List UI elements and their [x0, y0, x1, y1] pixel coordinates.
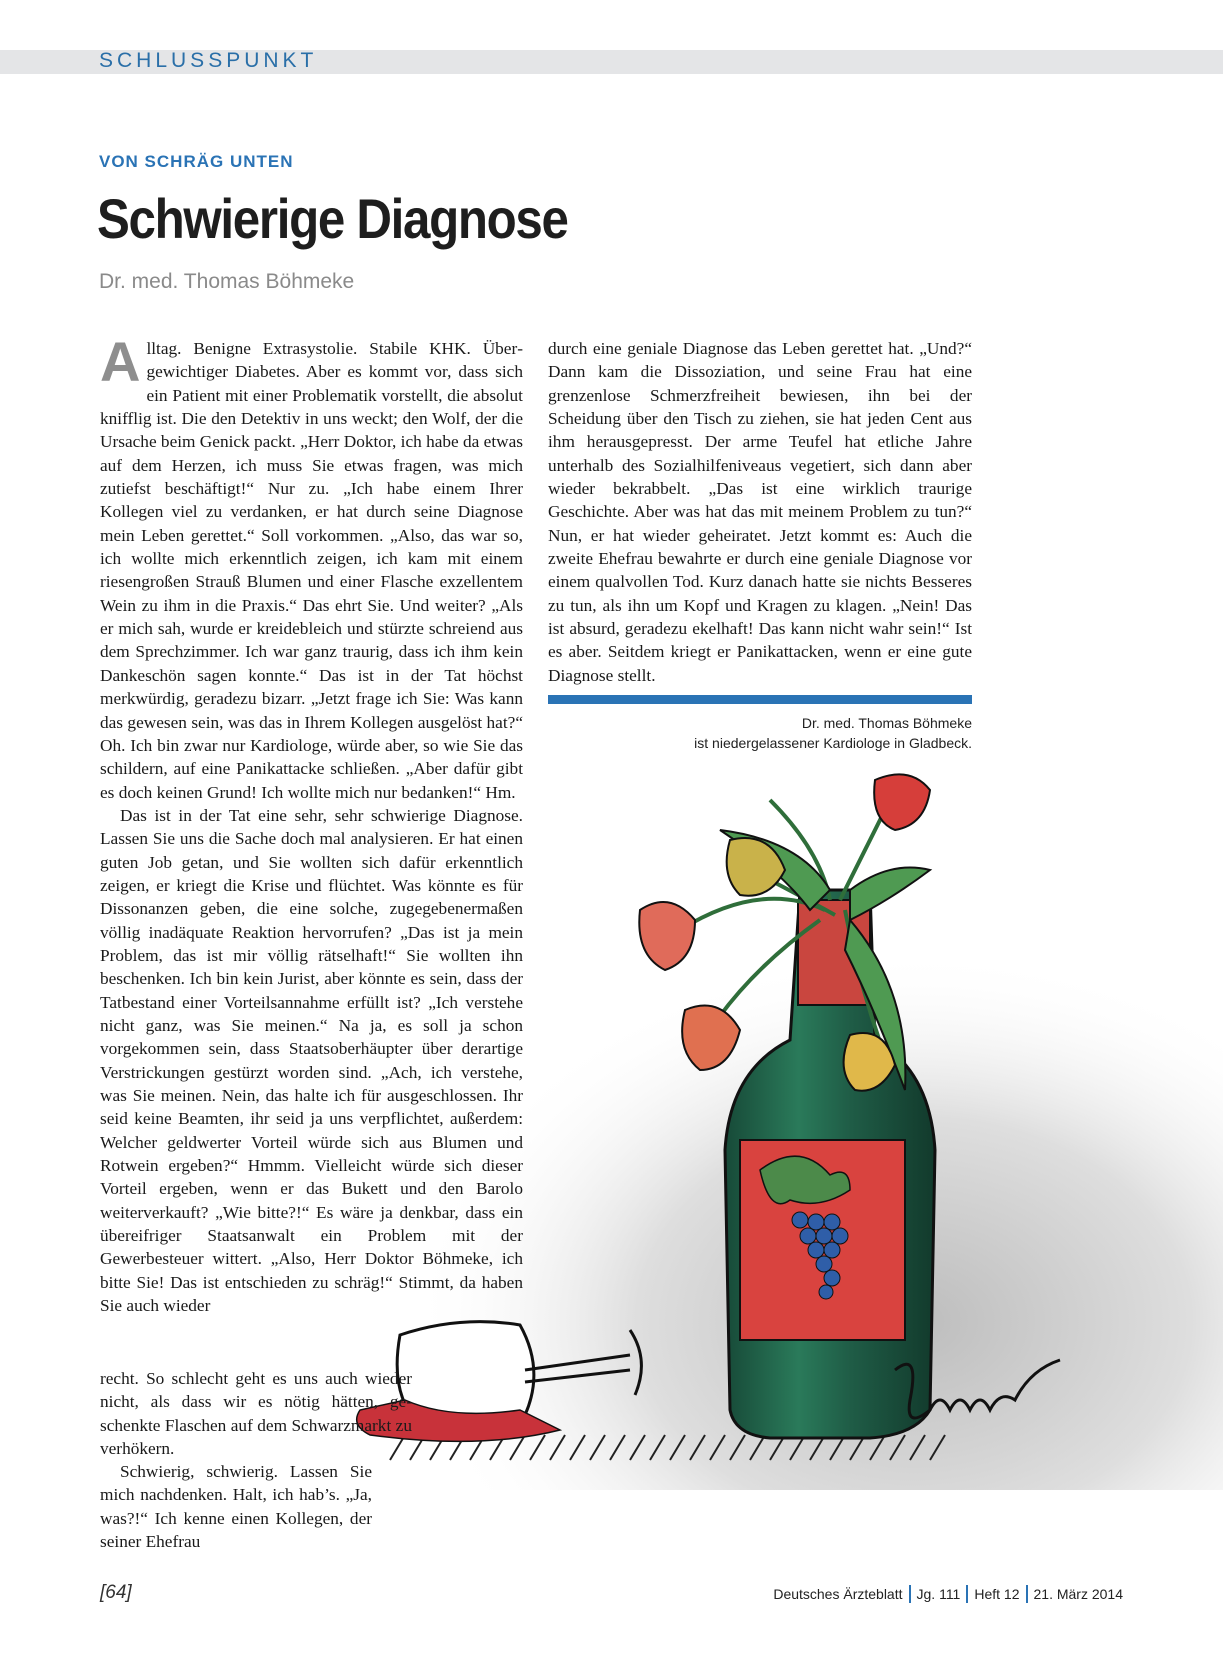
article-kicker: VON SCHRÄG UNTEN: [99, 152, 294, 171]
article-column-1-continued: [100, 1367, 412, 1460]
footer-separator: [1026, 1585, 1028, 1603]
paragraph-2: Das ist in der Tat eine sehr, sehr schwierige Diagnose. Lassen Sie uns die Sache doch mal analysieren. Er hat einen guten Job getan, und Sie wollten sich dafür erkenntlich zeigen, er kriegt die Krise und flüchtet. Was könnte es für Dissonanzen geben, die eine solche, zugegebenermaßen völlig inadäquate Reaktion hervorrufen? „Das ist ja mein Problem, das ist mir völlig rätselhaft!“ Sie wollten ihn beschenken. Ich bin kein Jurist, aber könnte es sein, dass der Tatbestand einer Vorteilsannahme erfüllt ist? „Ich verstehe nicht ganz, was Sie meinen.“ Na ja, es soll ja schon vorgekommen sein, dass Staatsoberhäupter über derartige Verstrickungen gestürzt worden sind. „Ach, ich verstehe, was Sie meinen. Nein, das halte ich für ausgeschlossen. Ihr seid keine Beamten, ihr seid ja uns verpflichtet, außerdem: Welcher geldwerter Vorteil würde sich aus Blumen und Rotwein ergeben?“ Hmmm. Vielleicht würde sich dieser Vorteil ergeben, wenn er das Bukett und den Barolo weiterverkauft? „Wie bitte?!“ Es wäre ja denkbar, dass ein übereifriger Staatsanwalt ein Problem mit der Gewerbesteuer wittert. „Also, Herr Doktor Böhmeke, ich bitte Sie! Das ist entschieden zu schräg!“ Stimmt, da haben Sie auch wieder: [100, 805, 523, 1316]
article-column-1: [100, 330, 524, 1317]
article-author: Dr. med. Thomas Böhmeke: [99, 270, 355, 293]
journal-date: 21. März 2014: [1033, 1586, 1123, 1602]
bio-description: ist niedergelassener Kardiologe in Gladbeck.: [694, 735, 972, 751]
journal-issue: Heft 12: [974, 1586, 1020, 1602]
paragraph-2-continued: recht. So schlecht geht es uns auch wieder nicht, als dass wir es nötig hätten, geschenkte Flaschen auf dem Schwarzmarkt zu verhökern.: [100, 1369, 412, 1459]
section-label: SCHLUSSPUNKT: [99, 49, 318, 72]
article-column-1-end: [100, 1460, 372, 1553]
journal-volume: Jg. 111: [916, 1586, 961, 1602]
drop-cap: A: [100, 330, 141, 393]
footer-separator: [909, 1585, 911, 1603]
paragraph-4: durch eine geniale Diagnose das Leben gerettet hat. „Und?“ Dann kam die Dissoziation, und seine Frau hat eine grenzenlose Schmerzfreiheit bewiesen, ihn bei der Scheidung über den Tisch zu ziehen, sie hat jeden Cent aus ihm herausgepresst. Der arme Teufel hat etliche Jahre unterhalb des Sozialhilfeniveaus vegetiert, sich dann aber wieder bekrabbelt. „Das ist eine wirklich traurige Geschichte. Aber was hat das mit meinem Problem zu tun?“ Nun, er hat wieder geheiratet. Jetzt kommt es: Auch die zweite Ehefrau bewahrte er durch eine geniale Diagnose vor einem qualvollen Tod. Kurz danach hatte sie nichts Besseres zu tun, als ihn um Kopf und Kragen zu klagen. „Nein! Das ist absurd, geradezu ekelhaft! Das kann nicht wahr sein!“ Ist es aber. Seitdem kriegt er Panikattacken, wenn er eine gute Diagnose stellt.: [548, 339, 972, 685]
bio-divider: [548, 695, 972, 704]
paragraph-1: lltag. Benigne Extrasystolie. Stabile KHK. Übergewichtiger Diabetes. Aber es kommt vor, dass sich ein Patient mit einer Problematik vorstellt, die absolut knifflig ist. Die den Detektiv in uns weckt; den Wolf, der die Ursache beim Genick packt. „Herr Doktor, ich habe da etwas auf dem Herzen, ich muss Sie etwas fragen, was mich zutiefst beschäftigt!“ Nur zu. „Ich habe einem Ihrer Kollegen viel zu verdanken, er hat durch seine Diagnose mein Leben gerettet.“ Soll vorkommen. „Also, das war so, ich wollte mich erkenntlich zeigen, ich kam mit einem riesengroßen Strauß Blumen und einer Flasche exzellentem Wein zu ihm in die Praxis.“ Das ehrt Sie. Und weiter? „Als er mich sah, wurde er kreidebleich und stürzte schreiend aus dem Sprechzimmer. Ich war ganz traurig, dass ich ihm kein Dankeschön sagen konnte.“ Das ist in der Tat höchst merkwürdig, geradezu bizarr. „Jetzt frage ich Sie: Was kann das gewesen sein, was das in Ihrem Kollegen ausgelöst hat?“ Oh. Ich bin zwar nur Kardiologe, würde aber, so wie Sie das schildern, auf eine Panikattacke schließen. „Aber dafür gibt es doch keinen Grund! Ich wollte mich nur bedanken!“ Hm.: [100, 339, 524, 802]
journal-name: Deutsches Ärzteblatt: [773, 1586, 903, 1602]
footer-separator: [966, 1585, 968, 1603]
tulip-head-top: [874, 774, 930, 830]
journal-footer: [773, 1585, 1123, 1603]
bio-name: Dr. med. Thomas Böhmeke: [801, 715, 972, 731]
author-bio: [548, 713, 972, 753]
article-title: Schwierige Diagnose: [97, 187, 568, 250]
paragraph-3: Schwierig, schwierig. Lassen Sie mich nachdenken. Halt, ich hab’s. „Ja, was?!“ Ich kenne einen Kollegen, der seiner Ehefrau: [100, 1462, 372, 1552]
page-number: [64]: [100, 1582, 132, 1603]
article-column-2: [548, 337, 972, 687]
